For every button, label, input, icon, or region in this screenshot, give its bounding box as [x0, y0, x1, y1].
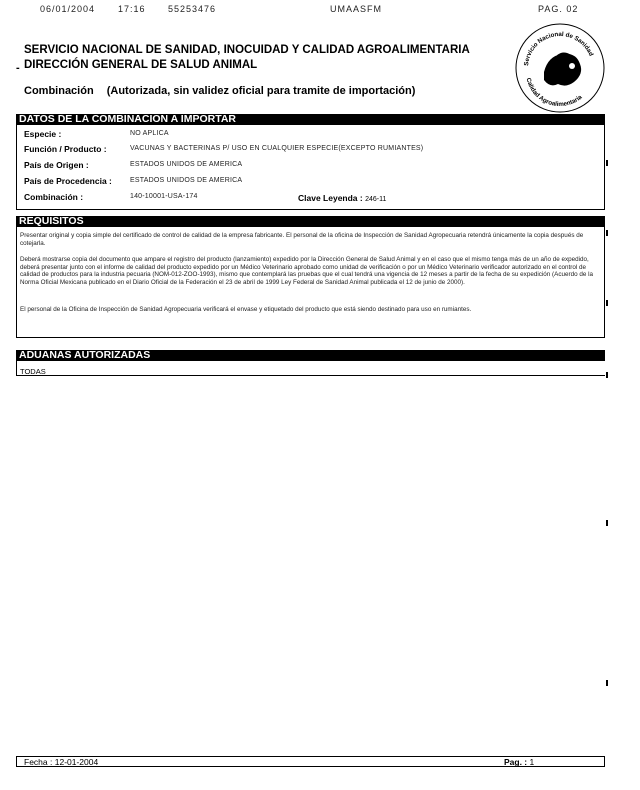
especie-value: NO APLICA: [130, 130, 169, 137]
section-header-aduanas: ADUANAS AUTORIZADAS: [16, 350, 605, 361]
procedencia-value: ESTADOS UNIDOS DE AMERICA: [130, 177, 243, 184]
requisito-paragraph-2: Deberá mostrarse copia del documento que ampare el registro del producto (lanzamiento) expedido por la Dirección General de Salud Animal y en el caso que el mismo tenga más de un año de expedido, deberá presentar junto con el informe de calidad del producto expedido por un Médico Veterinario aprobado como unidad de verificación o por un Médico Veterinario verificador autorizado en el control de calidad de productos para la industria pecuaria (NOM-012-ZOO-1993), mismo que contemplará las pruebas que el cual tendrá una vigencia de 12 meses a partir de la fecha de su expedición (Acuerdo de la Norma Oficial Mexicana publicado en el Diario Oficial de la Federación el 23 de abril de 1999 Ley Federal de Sanidad Animal publicada el 12 de junio de 2000).: [20, 256, 593, 286]
margin-tick: [606, 160, 608, 166]
funcion-label: Función / Producto :: [24, 144, 107, 154]
fax-time: 17:16: [118, 4, 146, 14]
origen-label: País de Origen :: [24, 160, 89, 170]
clave-label: Clave Leyenda :: [298, 193, 363, 203]
margin-tick: [606, 300, 608, 306]
margin-tick: [606, 372, 608, 378]
combinacion-label: Combinación :: [24, 192, 84, 202]
senasica-seal: [514, 22, 606, 114]
fax-date: 06/01/2004: [40, 4, 96, 14]
especie-label: Especie :: [24, 129, 62, 139]
clave-value: 246-11: [365, 196, 387, 203]
footer-date: [24, 757, 98, 767]
document-subtitle: [24, 85, 415, 97]
clave-leyenda: [298, 193, 386, 203]
aduanas-value: TODAS: [20, 367, 46, 376]
pag-value: 1: [529, 757, 535, 767]
margin-tick: [606, 230, 608, 236]
directorate-title: DIRECCIÓN GENERAL DE SALUD ANIMAL: [24, 59, 258, 71]
pag-label: Pag. :: [504, 757, 528, 767]
seal-text-bottom: Calidad Agroalimentaria: [524, 77, 584, 109]
aduanas-box: [16, 350, 605, 376]
section-header-datos: DATOS DE LA COMBINACION A IMPORTAR: [16, 114, 605, 125]
combinacion-value: 140-10001-USA-174: [130, 193, 198, 200]
agency-title: SERVICIO NACIONAL DE SANIDAD, INOCUIDAD Y CALIDAD AGROALIMENTARIA: [24, 44, 470, 56]
margin-tick: [606, 520, 608, 526]
bullet-mark: -: [16, 62, 20, 74]
footer-page: [504, 757, 534, 767]
seal-text-top: Servicio Nacional de Sanidad: [523, 30, 595, 67]
fax-center: UMAASFM: [330, 4, 382, 14]
fecha-value: 12-01-2004: [54, 757, 99, 767]
subtitle-note: (Autorizada, sin validez oficial para tramite de importación): [106, 85, 416, 97]
origen-value: ESTADOS UNIDOS DE AMERICA: [130, 161, 243, 168]
fax-page: PAG. 02: [538, 4, 579, 14]
margin-tick: [606, 680, 608, 686]
section-header-requisitos: REQUISITOS: [16, 216, 605, 227]
funcion-value: VACUNAS Y BACTERINAS P/ USO EN CUALQUIER ESPECIE(EXCEPTO RUMIANTES): [130, 145, 424, 152]
fax-transmission-header: [0, 4, 640, 16]
fax-number: 55253476: [168, 4, 217, 14]
subtitle-label: Combinación: [24, 85, 94, 97]
requisito-paragraph-1: Presentar original y copia simple del certificado de control de calidad de la empresa fabricante. El personal de la oficina de Inspección de Sanidad Agropecuaria retendrá únicamente la copia después de cotejarla.: [20, 232, 584, 247]
requisito-paragraph-3: El personal de la Oficina de Inspección de Sanidad Agropecuaria verificará el envase y etiquetado del producto que está siendo destinado para uso en rumiantes.: [20, 306, 472, 313]
fecha-label: Fecha :: [24, 757, 53, 767]
procedencia-label: País de Procedencia :: [24, 176, 112, 186]
